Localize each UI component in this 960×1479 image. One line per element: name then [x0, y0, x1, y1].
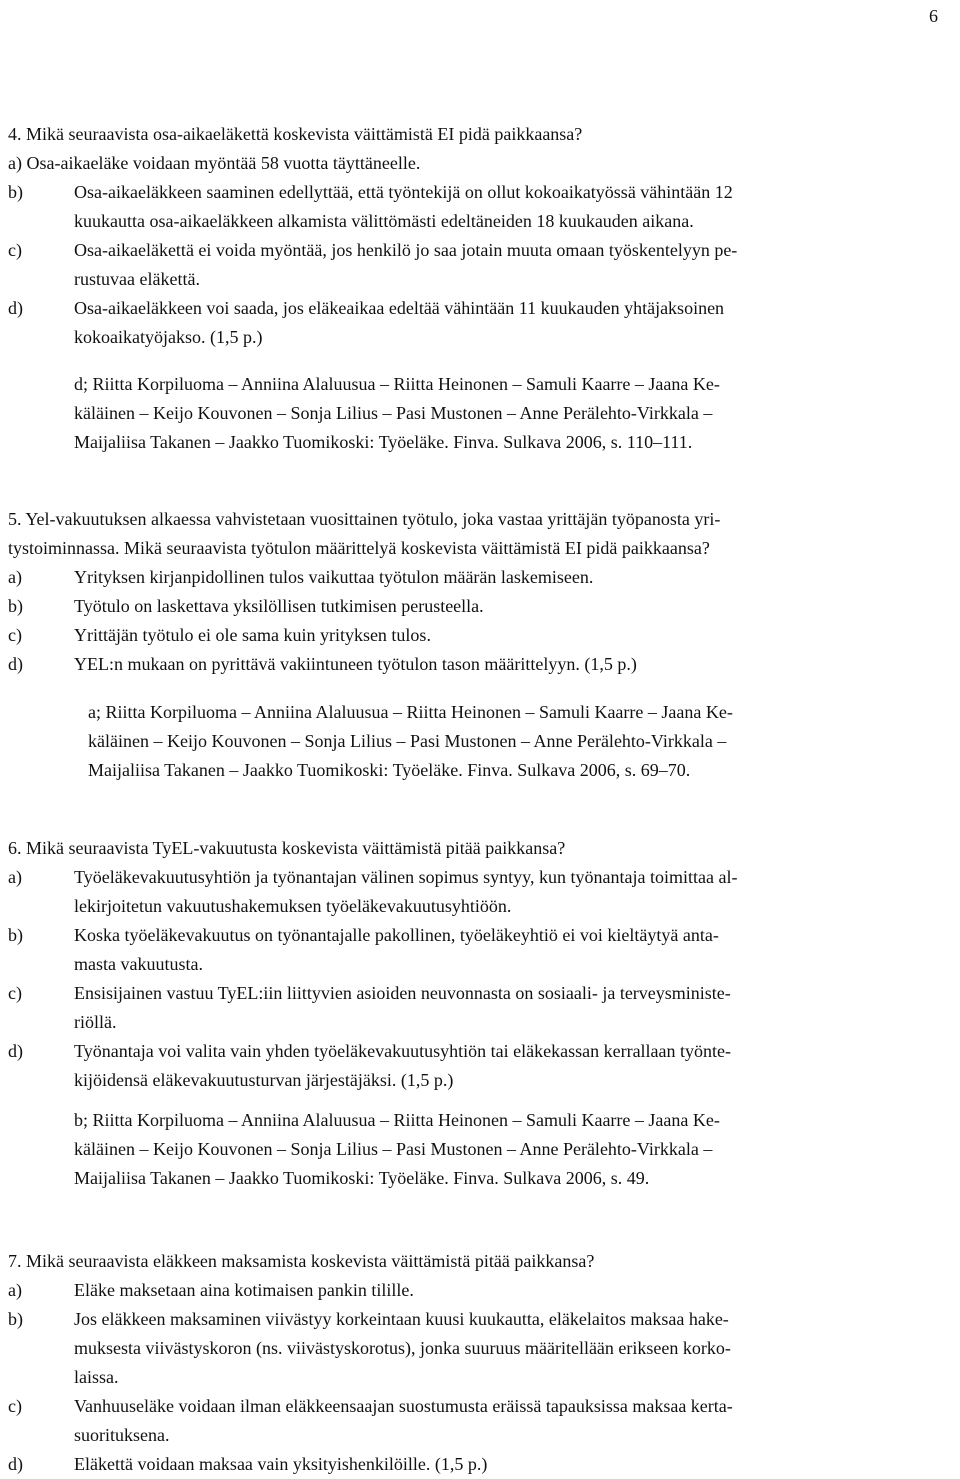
answer-text: a; Riitta Korpiluoma – Anniina Alaluusua – Riitta Heinonen – Samuli Kaarre – Jaana Ke- [88, 702, 733, 722]
option-d [8, 1037, 956, 1095]
option-text: Ensisijainen vastuu TyEL:iin liittyvien asioiden neuvonnasta on sosiaali- ja terveysministe- [74, 983, 731, 1003]
option-label: a) [8, 567, 22, 587]
answer-4 [74, 370, 720, 457]
option-a [8, 563, 956, 592]
option-text: Osa-aikaeläkettä ei voida myöntää, jos henkilö jo saa jotain muuta omaan työskentelyyn pe- [74, 240, 738, 260]
option-b [8, 178, 956, 236]
option-text: Koska työeläkevakuutus on työnantajalle pakollinen, työeläkeyhtiö ei voi kieltäytyä anta- [74, 925, 719, 945]
option-text: muksesta viivästyskoron (ns. viivästyskorotus), jonka suuruus määritellään erikseen korko- [74, 1338, 731, 1358]
option-label: a) [8, 1280, 22, 1300]
option-label: d) [8, 1041, 23, 1061]
option-text: Yrittäjän työtulo ei ole sama kuin yrityksen tulos. [74, 625, 431, 645]
option-label: c) [8, 625, 22, 645]
option-c [8, 236, 956, 294]
option-text: Vanhuuseläke voidaan ilman eläkkeensaajan suostumusta eräissä tapauksissa maksaa kerta- [74, 1396, 733, 1416]
option-label: c) [8, 983, 22, 1003]
answer-text: käläinen – Keijo Kouvonen – Sonja Lilius – Pasi Mustonen – Anne Perälehto-Virkkala – [74, 403, 713, 423]
option-c [8, 1392, 956, 1450]
question-5 [8, 505, 956, 679]
option-text: lekirjoitetun vakuutushakemuksen työeläkevakuutusyhtiöön. [74, 896, 512, 916]
option-label: d) [8, 298, 23, 318]
answer-text: Maijaliisa Takanen – Jaakko Tuomikoski: Työeläke. Finva. Sulkava 2006, s. 69–70. [88, 760, 691, 780]
option-text: Osa-aikaeläkkeen saaminen edellyttää, että työntekijä on ollut kokoaikatyössä vähintään 12 [74, 182, 733, 202]
option-text: masta vakuutusta. [74, 954, 203, 974]
option-d [8, 1450, 956, 1479]
option-label: b) [8, 925, 23, 945]
option-text: Työtulo on laskettava yksilöllisen tutkimisen perusteella. [74, 596, 484, 616]
answer-text: d; Riitta Korpiluoma – Anniina Alaluusua – Riitta Heinonen – Samuli Kaarre – Jaana Ke- [74, 374, 720, 394]
option-c [8, 621, 956, 650]
option-text: Osa-aikaeläkkeen voi saada, jos eläkeaikaa edeltää vähintään 11 kuukauden yhtäjaksoinen [74, 298, 725, 318]
question-5-text: tystoiminnassa. Mikä seuraavista työtulon määrittelyä koskevista väittämistä EI pidä paikkaansa? [8, 538, 710, 558]
option-text: kuukautta osa-aikaeläkkeen alkamista välittömästi edeltäneiden 18 kuukauden aikana. [74, 211, 694, 231]
answer-5 [88, 698, 733, 785]
option-text: Yrityksen kirjanpidollinen tulos vaikuttaa työtulon määrän laskemiseen. [74, 567, 594, 587]
option-text: Työnantaja voi valita vain yhden työeläkevakuutusyhtiön tai eläkekassan kerrallaan työnte- [74, 1041, 732, 1061]
option-label: b) [8, 182, 23, 202]
option-text: laissa. [74, 1367, 119, 1387]
question-7 [8, 1247, 956, 1479]
option-text: riöllä. [74, 1012, 117, 1032]
option-b [8, 592, 956, 621]
option-text: Eläkettä voidaan maksaa vain yksityishenkilöille. (1,5 p.) [74, 1454, 488, 1474]
option-label: a) [8, 867, 22, 887]
answer-text: käläinen – Keijo Kouvonen – Sonja Lilius – Pasi Mustonen – Anne Perälehto-Virkkala – [74, 1139, 713, 1159]
question-6 [8, 834, 956, 1095]
answer-text: Maijaliisa Takanen – Jaakko Tuomikoski: Työeläke. Finva. Sulkava 2006, s. 49. [74, 1168, 650, 1188]
option-text: Eläke maksetaan aina kotimaisen pankin tilille. [74, 1280, 414, 1300]
option-text: Jos eläkkeen maksaminen viivästyy korkeintaan kuusi kuukautta, eläkelaitos maksaa hake- [74, 1309, 729, 1329]
question-4 [8, 120, 956, 352]
option-label: d) [8, 1454, 23, 1474]
page-number: 6 [929, 6, 938, 26]
option-label: b) [8, 596, 23, 616]
option-text: kijöidensä eläkevakuutusturvan järjestäjäksi. (1,5 p.) [74, 1070, 454, 1090]
answer-text: Maijaliisa Takanen – Jaakko Tuomikoski: Työeläke. Finva. Sulkava 2006, s. 110–111. [74, 432, 693, 452]
answer-6 [74, 1106, 720, 1193]
option-text: rustuvaa eläkettä. [74, 269, 200, 289]
question-5-text: 5. Yel-vakuutuksen alkaessa vahvistetaan vuosittainen työtulo, joka vastaa yrittäjän työpanosta yri- [8, 509, 721, 529]
option-b [8, 921, 956, 979]
option-label: c) [8, 1396, 22, 1416]
question-4-text: 4. Mikä seuraavista osa-aikaeläkettä koskevista väittämistä EI pidä paikkaansa? [8, 124, 583, 144]
option-d [8, 650, 956, 679]
option-a: a) Osa-aikaeläke voidaan myöntää 58 vuotta täyttäneelle. [8, 153, 421, 173]
option-d [8, 294, 956, 352]
option-text: kokoaikatyöjakso. (1,5 p.) [74, 327, 263, 347]
answer-text: käläinen – Keijo Kouvonen – Sonja Lilius – Pasi Mustonen – Anne Perälehto-Virkkala – [88, 731, 727, 751]
option-text: suorituksena. [74, 1425, 170, 1445]
option-a [8, 863, 956, 921]
option-label: d) [8, 654, 23, 674]
question-7-text: 7. Mikä seuraavista eläkkeen maksamista koskevista väittämistä pitää paikkansa? [8, 1251, 595, 1271]
option-c [8, 979, 956, 1037]
option-b [8, 1305, 956, 1392]
option-text: Työeläkevakuutusyhtiön ja työnantajan välinen sopimus syntyy, kun työnantaja toimittaa al- [74, 867, 738, 887]
answer-text: b; Riitta Korpiluoma – Anniina Alaluusua – Riitta Heinonen – Samuli Kaarre – Jaana Ke- [74, 1110, 720, 1130]
option-text: YEL:n mukaan on pyrittävä vakiintuneen työtulon tason määrittelyyn. (1,5 p.) [74, 654, 637, 674]
option-label: c) [8, 240, 22, 260]
question-6-text: 6. Mikä seuraavista TyEL-vakuutusta koskevista väittämistä pitää paikkansa? [8, 838, 566, 858]
option-label: b) [8, 1309, 23, 1329]
option-a [8, 1276, 956, 1305]
